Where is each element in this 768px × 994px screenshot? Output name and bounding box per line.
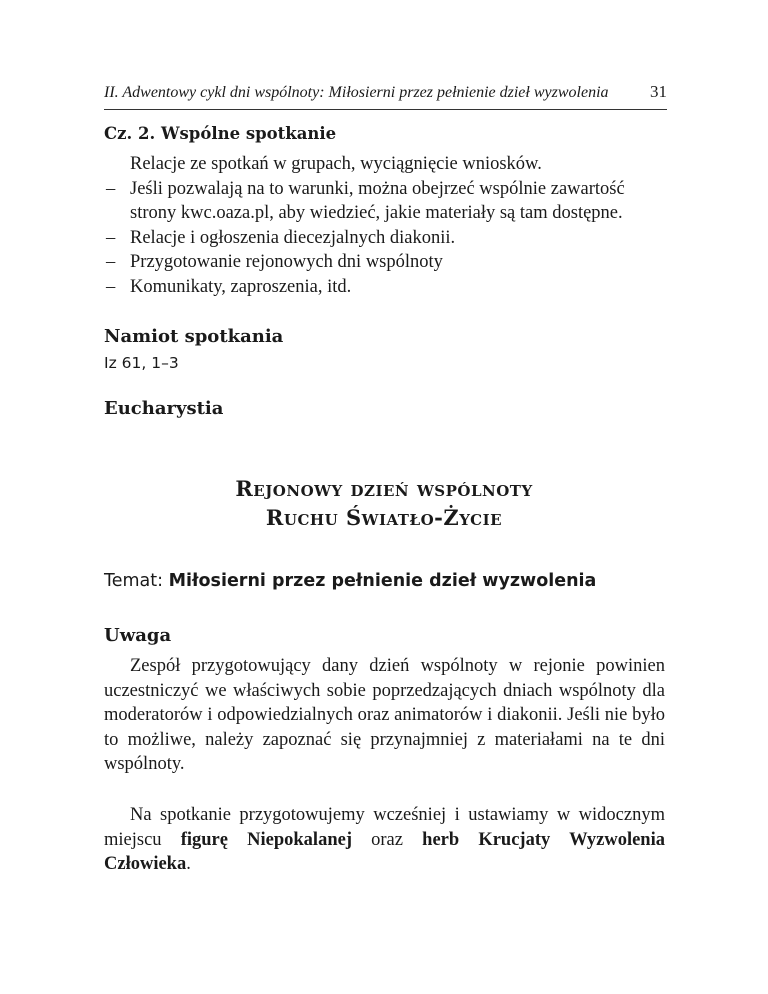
- list-item: [104, 275, 670, 300]
- list-item-text: Komunikaty, zaproszenia, itd.: [130, 276, 352, 297]
- page-number: 31: [650, 82, 667, 101]
- main-title-line2: Ruchu Światło-Życie: [265, 505, 503, 530]
- list-item-text: Jeśli pozwalają na to warunki, można obejrzeć wspólnie zawartość strony kwc.oaza.pl, aby wiedzieć, jakie materiały są tam dostępne.: [130, 178, 625, 223]
- list-dash: –: [106, 227, 116, 248]
- paragraph-2-bold2: herb Krucjaty Wyzwolenia Człowieka: [104, 829, 665, 874]
- heading-uwaga: Uwaga: [104, 625, 172, 646]
- list-item: [104, 250, 670, 275]
- paragraph-2: [104, 803, 665, 877]
- paragraph-2-part1: Na spotkanie przygotowujemy wcześniej i ustawiamy w widocznym miejscu: [104, 805, 665, 850]
- list-item: [104, 226, 670, 251]
- running-title: II. Adwentowy cykl dni wspólnoty: Miłosierni przez pełnienie dzieł wyzwolenia: [104, 84, 609, 101]
- paragraph-2-part2: oraz: [351, 829, 423, 850]
- list-dash: –: [106, 178, 116, 199]
- list-dash: –: [106, 252, 116, 272]
- list-item-text: Relacje ze spotkań w grupach, wyciągnięcie wniosków.: [130, 154, 542, 174]
- running-header: [104, 82, 667, 110]
- agenda-list: [104, 152, 670, 299]
- list-item-text: Relacje i ogłoszenia diecezjalnych diakonii.: [130, 227, 456, 248]
- section-heading-cz2: Cz. 2. Wspólne spotkanie: [104, 124, 337, 143]
- list-dash: –: [106, 276, 116, 297]
- heading-eucharystia: Eucharystia: [104, 398, 224, 419]
- list-item: [104, 177, 670, 226]
- theme-value: Miłosierni przez pełnienie dzieł wyzwolenia: [168, 571, 597, 591]
- heading-namiot: Namiot spotkania: [104, 326, 284, 347]
- paragraph-2-part3: .: [186, 854, 191, 874]
- list-item: [104, 152, 670, 177]
- scripture-reference: Iz 61, 1–3: [104, 354, 179, 372]
- main-title-line1: Rejonowy dzień wspólnoty: [235, 476, 533, 501]
- list-item-text: Przygotowanie rejonowych dni wspólnoty: [130, 252, 443, 272]
- paragraph-2-bold1: figurę Niepokalanej: [180, 829, 352, 850]
- theme-line: [104, 571, 596, 591]
- paragraph-1: Zespół przygotowujący dany dzień wspólnoty w rejonie powinien uczestniczyć we właściwych sobie poprzedzających dniach wspólnoty dla moderatorów i odpowiedzialnych oraz animatorów i diakonii. Jeśli nie było to możliwe, należy zapoznać się przynajmniej z materiałami na te dni wspólnoty.: [104, 656, 665, 774]
- theme-label: Temat:: [104, 571, 164, 591]
